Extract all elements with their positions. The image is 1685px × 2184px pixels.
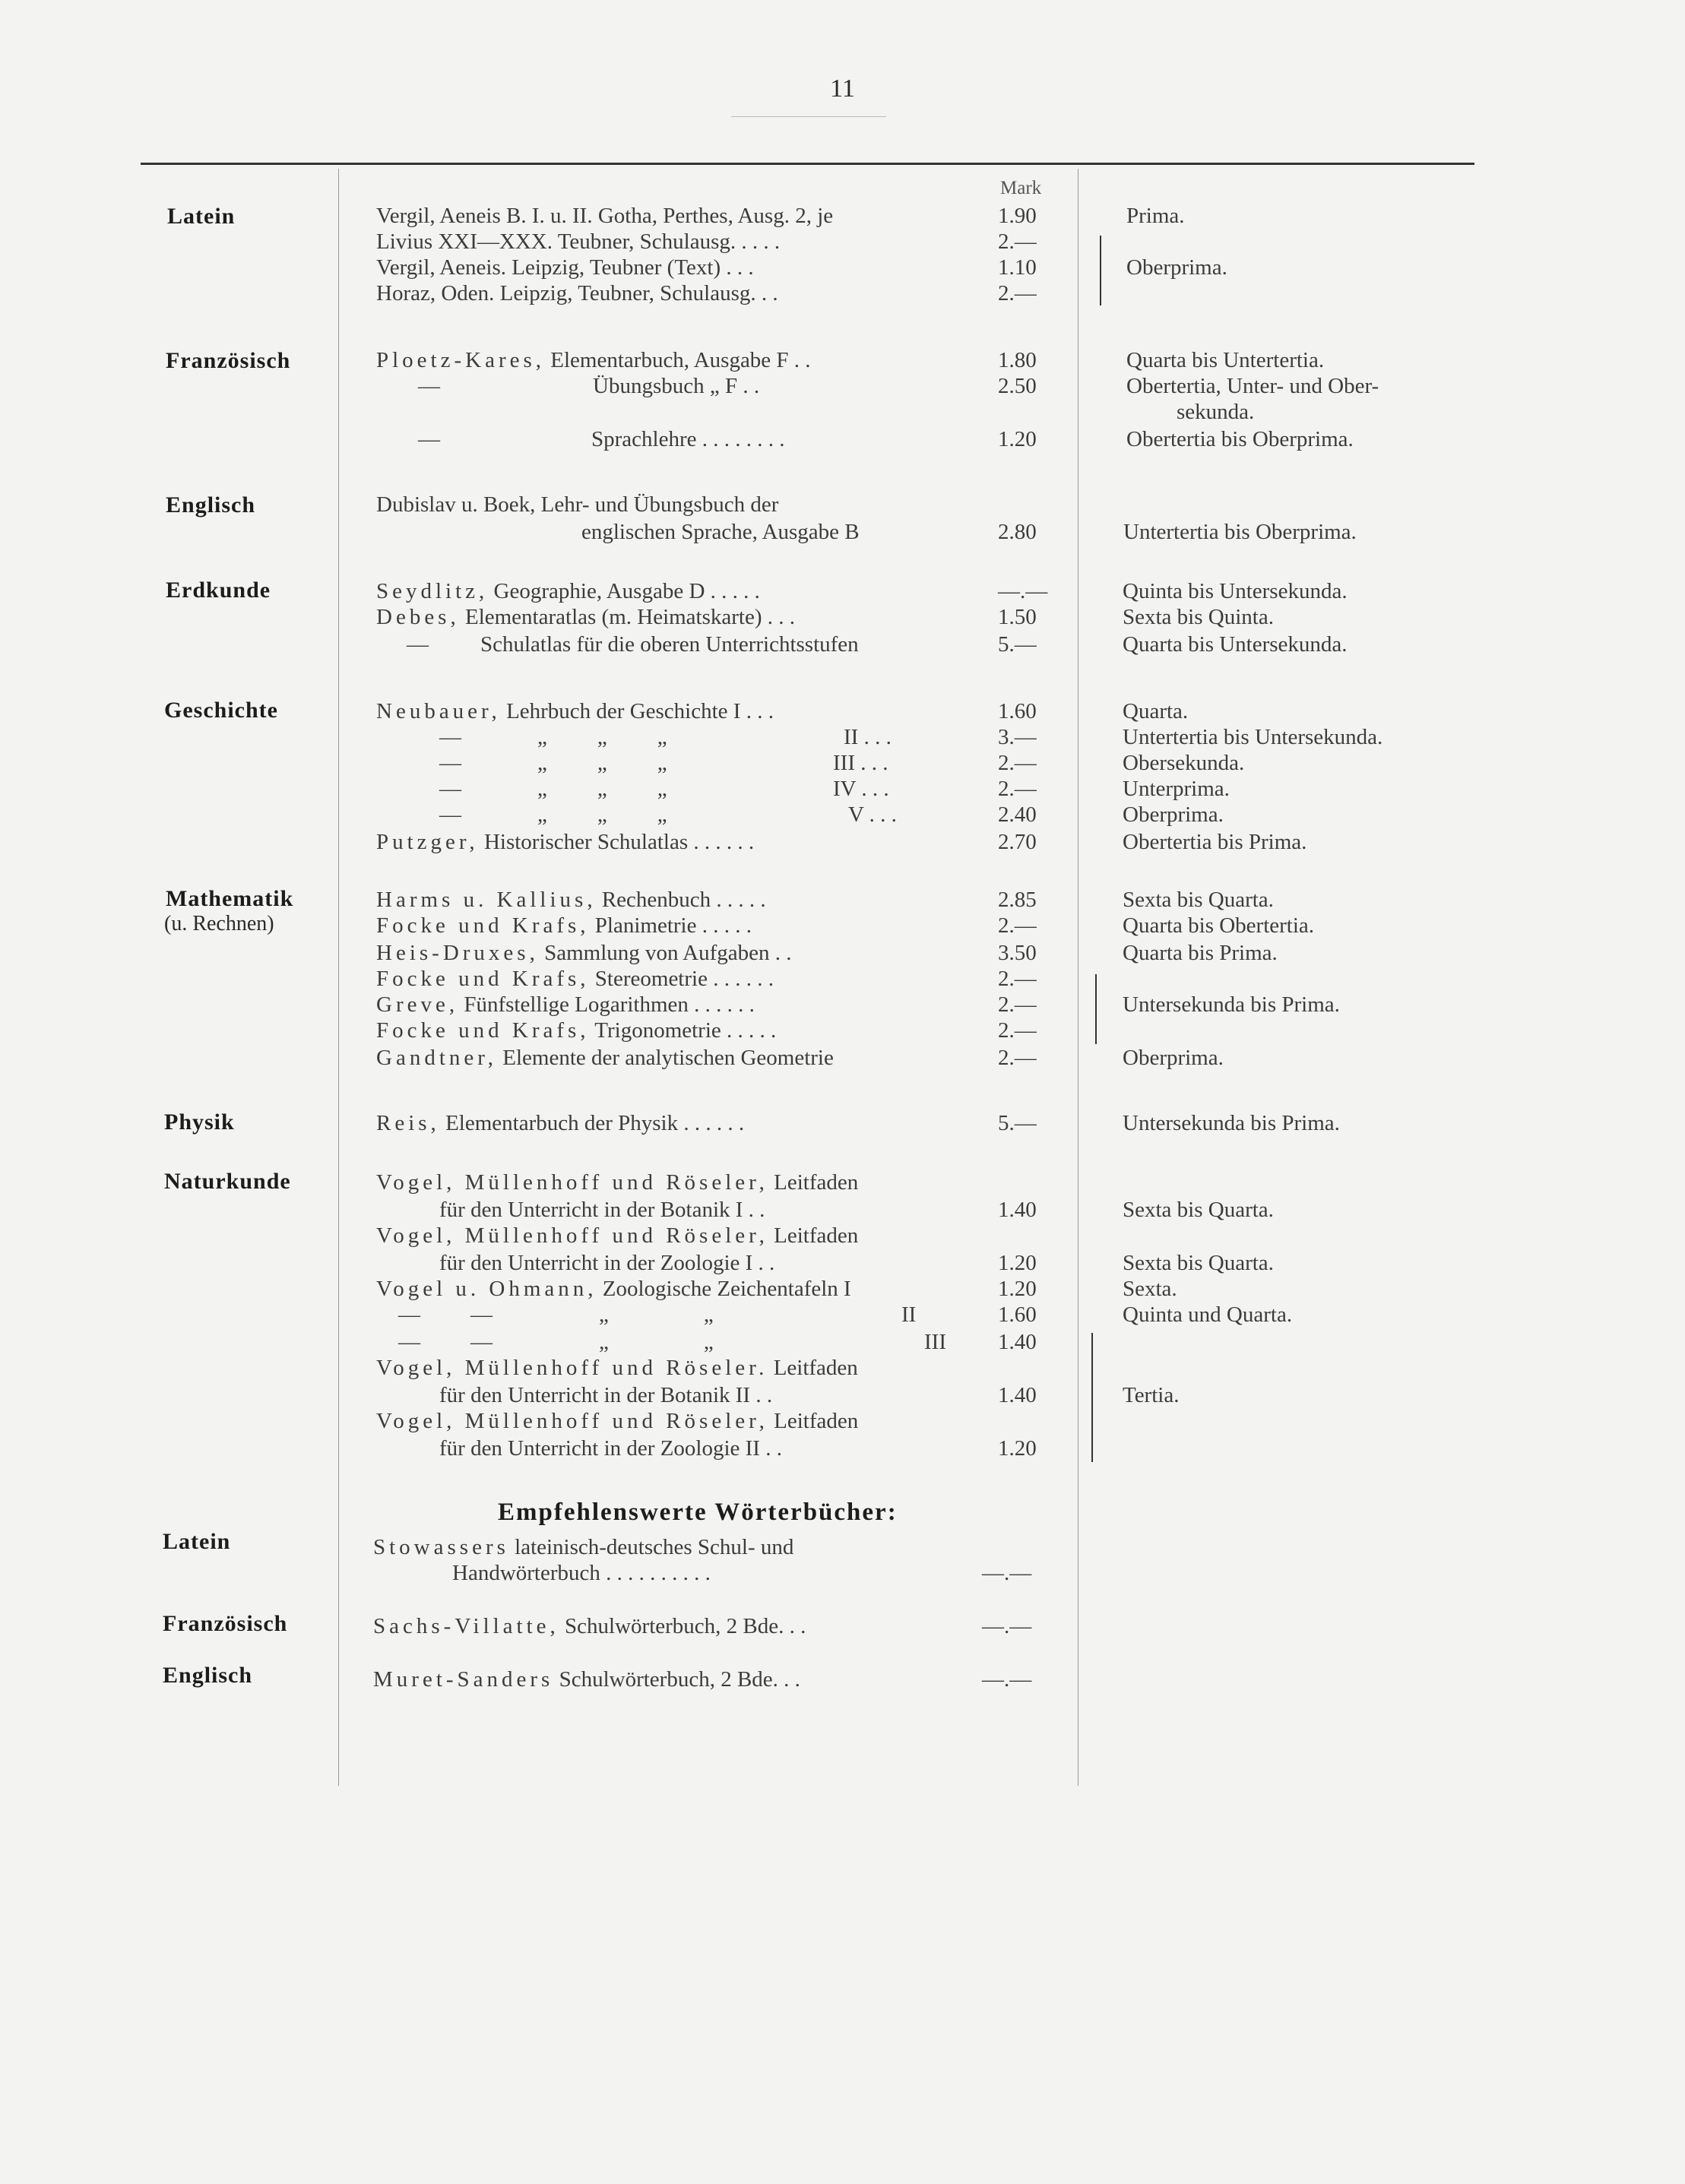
column-divider-left: [338, 169, 339, 1786]
title: Elementaratlas (m. Heimatskarte) . . .: [464, 605, 796, 629]
class-level: Quarta bis Untersekunda.: [1123, 632, 1348, 657]
volume-entry: III: [924, 1330, 946, 1354]
book-entry: [376, 992, 755, 1018]
book-entry: Horaz, Oden. Leipzig, Teubner, Schulausg. . .: [376, 281, 778, 305]
book-entry: [376, 830, 754, 855]
volume-entry: V . . .: [848, 802, 897, 827]
price: 2.—: [998, 913, 1037, 938]
ditto-quote: „: [657, 751, 667, 775]
price: 2.70: [998, 830, 1037, 854]
class-level: Sexta bis Quarta.: [1123, 1198, 1274, 1222]
price: 2.—: [998, 1018, 1037, 1043]
title: Fünfstellige Logarithmen . . . . . .: [464, 992, 755, 1017]
book-entry: [376, 967, 774, 992]
author: Debes,: [376, 605, 460, 629]
price: 1.60: [998, 699, 1037, 723]
price: 2.—: [998, 751, 1037, 775]
class-level: Obertertia bis Oberprima.: [1126, 427, 1354, 451]
class-level: Sexta bis Quarta.: [1123, 888, 1274, 912]
book-entry-cont: englischen Sprache, Ausgabe B: [581, 520, 860, 544]
price: 2.—: [998, 777, 1037, 801]
author: Sachs-Villatte,: [373, 1614, 559, 1638]
ditto-mark: —: [470, 1330, 493, 1354]
author: Heis-Druxes,: [376, 941, 539, 965]
ditto-mark: —: [439, 777, 461, 801]
price: 1.40: [998, 1383, 1037, 1407]
price: 1.60: [998, 1302, 1037, 1327]
title: Stereometrie . . . . . .: [594, 967, 774, 991]
ditto-mark: —: [439, 802, 461, 827]
subject-physik: Physik: [164, 1109, 235, 1135]
ditto-quote: „: [537, 725, 547, 749]
class-level: Sexta bis Quarta.: [1123, 1251, 1274, 1275]
book-entry: Vergil, Aeneis B. I. u. II. Gotha, Perthes, Ausg. 2, je: [376, 204, 834, 228]
author: Vogel, Müllenhoff und Röseler,: [376, 1170, 768, 1195]
book-entry: Vergil, Aeneis. Leipzig, Teubner (Text) . . .: [376, 255, 754, 280]
top-rule: [141, 163, 1474, 165]
price: —.—: [982, 1614, 1032, 1638]
author: Ploetz-Kares,: [376, 348, 546, 372]
price: 2.85: [998, 888, 1037, 912]
title: Rechenbuch . . . . .: [601, 888, 766, 912]
ditto-quote: „: [597, 725, 607, 749]
page-number-underline: [731, 116, 886, 117]
price: 2.50: [998, 374, 1037, 398]
page-number: 11: [830, 74, 855, 103]
price: —.—: [998, 579, 1048, 603]
class-level: Sexta.: [1123, 1277, 1177, 1301]
book-entry: [376, 1356, 858, 1381]
subject-geschichte: Geschichte: [164, 698, 278, 723]
class-level: Quarta.: [1123, 699, 1189, 723]
title: Leitfaden: [774, 1170, 859, 1195]
bracket: [1091, 1333, 1093, 1462]
subject-franzoesisch: Französisch: [166, 348, 291, 373]
author: Vogel, Müllenhoff und Röseler,: [376, 1409, 768, 1433]
price: 1.40: [998, 1198, 1037, 1222]
class-level: Untertertia bis Untersekunda.: [1123, 725, 1383, 749]
class-level: Quarta bis Untertertia.: [1126, 348, 1325, 372]
subject-naturkunde: Naturkunde: [164, 1169, 291, 1194]
price: 5.—: [998, 632, 1037, 657]
ditto-mark: —: [470, 1302, 493, 1327]
class-level: Sexta bis Quinta.: [1123, 605, 1274, 629]
ditto-quote: „: [597, 751, 607, 775]
title: Zoologische Zeichentafeln I: [602, 1277, 851, 1301]
author: Neubauer,: [376, 699, 501, 723]
price: 5.—: [998, 1111, 1037, 1135]
ditto-quote: „: [657, 802, 667, 827]
book-entry: Sprachlehre . . . . . . . .: [591, 427, 785, 451]
ditto-quote: „: [599, 1302, 609, 1327]
class-level: Quarta bis Obertertia.: [1123, 913, 1315, 938]
class-level: Quinta bis Untersekunda.: [1123, 579, 1348, 603]
class-level: Oberprima.: [1123, 802, 1224, 827]
ditto-row: [439, 725, 667, 750]
title: Leitfaden: [774, 1409, 859, 1433]
title: Schulwörterbuch, 2 Bde. . .: [559, 1667, 800, 1692]
book-entry-cont: für den Unterricht in der Botanik I . .: [439, 1198, 765, 1222]
class-level: Untersekunda bis Prima.: [1123, 992, 1340, 1017]
ditto-row: [439, 777, 667, 802]
book-entry: [376, 888, 766, 913]
ditto-row: [439, 751, 667, 776]
volume-entry: III . . .: [833, 751, 888, 775]
bracket: [1100, 236, 1101, 305]
class-level: Quarta bis Prima.: [1123, 941, 1278, 965]
class-level: Unterprima.: [1123, 777, 1230, 801]
ditto-quote: „: [537, 751, 547, 775]
title: Elementarbuch, Ausgabe F . .: [550, 348, 811, 372]
price: —.—: [982, 1667, 1032, 1692]
book-entry: [376, 1277, 851, 1302]
price: 1.20: [998, 1436, 1037, 1461]
book-entry: [376, 1223, 858, 1249]
title: Elemente der analytischen Geometrie: [502, 1046, 834, 1070]
price: 1.90: [998, 204, 1037, 228]
price: 3.50: [998, 941, 1037, 965]
book-entry: [376, 1111, 744, 1136]
class-level: Prima.: [1126, 204, 1185, 228]
subject-latein: Latein: [167, 204, 236, 229]
author: Gandtner,: [376, 1046, 497, 1070]
price: 2.—: [998, 967, 1037, 991]
volume-entry: IV . . .: [833, 777, 889, 801]
class-level: Tertia.: [1123, 1383, 1180, 1407]
ditto-quote: „: [537, 777, 547, 801]
class-level: Untertertia bis Oberprima.: [1123, 520, 1357, 544]
class-level: Obertertia bis Prima.: [1123, 830, 1307, 854]
subject-englisch-dict: Englisch: [163, 1663, 253, 1688]
ditto-mark: —: [418, 374, 440, 398]
subject-latein-dict: Latein: [163, 1529, 231, 1554]
ditto-mark: —: [398, 1330, 420, 1354]
title: Schulwörterbuch, 2 Bde. . .: [565, 1614, 806, 1638]
author: Vogel, Müllenhoff und Röseler.: [376, 1356, 768, 1380]
ditto-mark: —: [398, 1302, 420, 1327]
book-entry: [376, 699, 774, 724]
author: Stowassers: [373, 1535, 509, 1559]
price: 3.—: [998, 725, 1037, 749]
price: 1.40: [998, 1330, 1037, 1354]
title: Leitfaden: [774, 1223, 859, 1248]
ditto-row: [398, 1302, 714, 1328]
ditto-quote: „: [703, 1302, 714, 1327]
book-entry: Livius XXI—XXX. Teubner, Schulausg. . . . .: [376, 229, 781, 254]
price: 2.80: [998, 520, 1037, 544]
book-entry: Schulatlas für die oberen Unterrichtsstufen: [480, 632, 859, 657]
subject-mathematik: Mathematik: [166, 886, 294, 911]
title: Trigonometrie . . . . .: [594, 1018, 777, 1043]
title: Lehrbuch der Geschichte I . . .: [506, 699, 774, 723]
volume-entry: II . . .: [844, 725, 892, 749]
ditto-row: [439, 802, 667, 828]
author: Harms u. Kallius,: [376, 888, 597, 912]
author: Greve,: [376, 992, 459, 1017]
book-entry-cont: für den Unterricht in der Zoologie II . .: [439, 1436, 782, 1461]
subject-franzoesisch-dict: Französisch: [163, 1611, 288, 1636]
ditto-quote: „: [597, 802, 607, 827]
book-entry: [376, 913, 752, 938]
ditto-mark: —: [407, 632, 429, 657]
book-entry: [376, 1409, 858, 1434]
price: 2.—: [998, 281, 1037, 305]
book-entry: [376, 941, 792, 966]
price: —.—: [982, 1561, 1032, 1585]
book-entry: [376, 579, 760, 604]
ditto-quote: „: [657, 725, 667, 749]
book-entry: [376, 1018, 776, 1043]
author: Focke und Krafs,: [376, 1018, 590, 1043]
book-entry: Dubislav u. Boek, Lehr- und Übungsbuch der: [376, 492, 779, 517]
book-entry: [376, 1170, 858, 1195]
price: 1.20: [998, 427, 1037, 451]
price: 2.—: [998, 992, 1037, 1017]
class-level: Oberprima.: [1126, 255, 1227, 280]
ditto-mark: —: [418, 427, 440, 451]
book-entry-cont: Handwörterbuch . . . . . . . . . .: [452, 1561, 711, 1585]
class-level: Obersekunda.: [1123, 751, 1245, 775]
class-level: Obertertia, Unter- und Ober-: [1126, 374, 1379, 398]
ditto-quote: „: [703, 1330, 714, 1354]
price: 2.—: [998, 1046, 1037, 1070]
book-entry-cont: für den Unterricht in der Botanik II . .: [439, 1383, 773, 1407]
ditto-mark: —: [439, 725, 461, 749]
book-entry: [373, 1535, 793, 1560]
price-unit-header: Mark: [1000, 178, 1042, 198]
book-entry: [376, 605, 795, 630]
author: Reis,: [376, 1111, 440, 1135]
title: lateinisch-deutsches Schul- und: [515, 1535, 794, 1559]
title: Elementarbuch der Physik . . . . . .: [445, 1111, 745, 1135]
subject-subtitle: (u. Rechnen): [164, 912, 274, 935]
price: 2.40: [998, 802, 1037, 827]
volume-entry: II: [901, 1302, 917, 1327]
title: Leitfaden: [773, 1356, 858, 1380]
author: Focke und Krafs,: [376, 913, 590, 938]
ditto-quote: „: [537, 802, 547, 827]
book-entry: [376, 348, 811, 373]
author: Focke und Krafs,: [376, 967, 590, 991]
title: Historischer Schulatlas . . . . . .: [483, 830, 755, 854]
title: Planimetrie . . . . .: [594, 913, 752, 938]
author: Seydlitz,: [376, 579, 489, 603]
class-level-cont: sekunda.: [1177, 400, 1255, 424]
subject-englisch: Englisch: [166, 492, 256, 518]
price: 1.50: [998, 605, 1037, 629]
price: 1.80: [998, 348, 1037, 372]
title: Geographie, Ausgabe D . . . . .: [493, 579, 760, 603]
author: Muret-Sanders: [373, 1667, 554, 1692]
author: Putzger,: [376, 830, 479, 854]
title: Sammlung von Aufgaben . .: [544, 941, 792, 965]
price: 1.20: [998, 1251, 1037, 1275]
book-entry: Übungsbuch „ F . .: [593, 374, 760, 398]
ditto-quote: „: [599, 1330, 609, 1354]
book-entry: [376, 1046, 834, 1071]
class-level: Oberprima.: [1123, 1046, 1224, 1070]
bracket: [1095, 974, 1097, 1044]
price: 1.20: [998, 1277, 1037, 1301]
ditto-quote: „: [597, 777, 607, 801]
author: Vogel u. Ohmann,: [376, 1277, 597, 1301]
book-entry: [373, 1614, 806, 1639]
price: 2.—: [998, 229, 1037, 254]
ditto-quote: „: [657, 777, 667, 801]
ditto-row: [398, 1330, 714, 1355]
book-entry: [373, 1667, 800, 1692]
class-level: Untersekunda bis Prima.: [1123, 1111, 1340, 1135]
ditto-mark: —: [439, 751, 461, 775]
class-level: Quinta und Quarta.: [1123, 1302, 1293, 1327]
author: Vogel, Müllenhoff und Röseler,: [376, 1223, 768, 1248]
subject-erdkunde: Erdkunde: [166, 578, 271, 603]
price: 1.10: [998, 255, 1037, 280]
recommended-heading: Empfehlenswerte Wörterbücher:: [498, 1499, 898, 1526]
book-entry-cont: für den Unterricht in der Zoologie I . .: [439, 1251, 775, 1275]
